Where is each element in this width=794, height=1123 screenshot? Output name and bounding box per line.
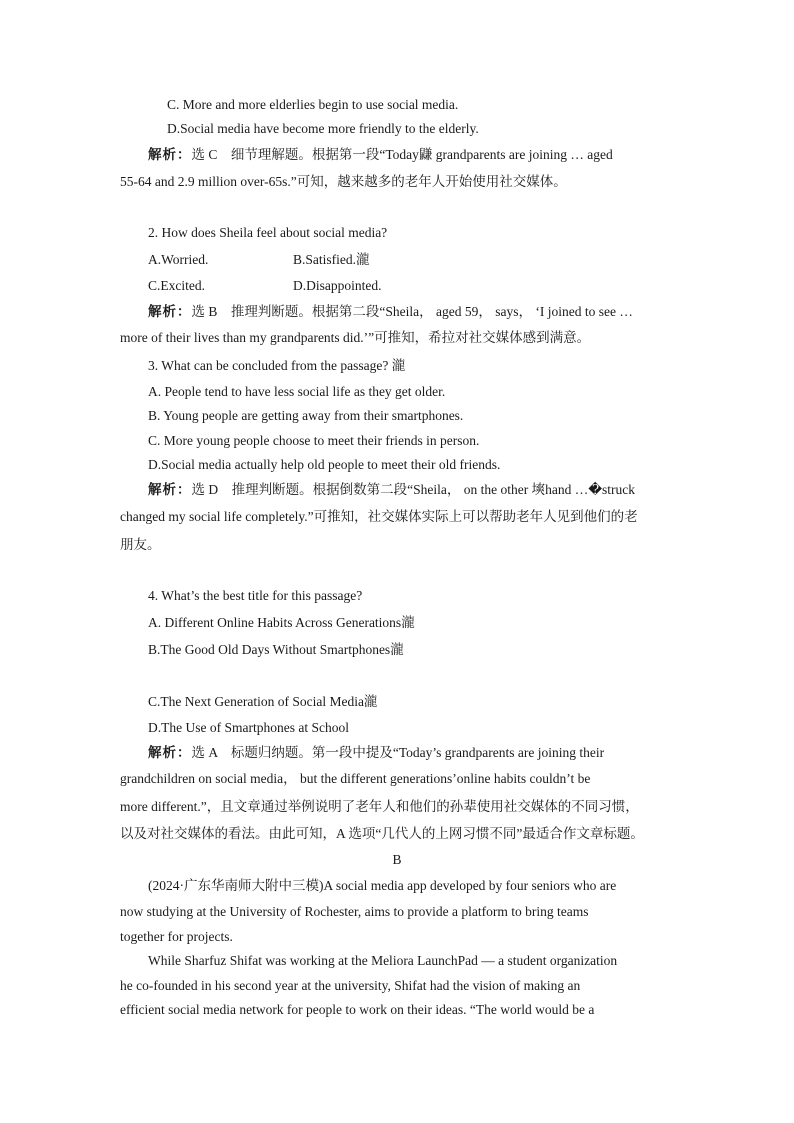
option-d-q3: D.Social media actually help old people to meet their old friends. (148, 457, 501, 472)
analysis-q4 (148, 744, 674, 762)
option-c-q4: C.The Next Generation of Social Media瀧 (148, 694, 378, 709)
passage-line-1: (2024·广东华南师大附中三模)A social media app developed by four seniors who are (148, 878, 617, 893)
analysis-q3-cont: changed my social life completely.”可推知，社交媒体实际上可以帮助老年人见到他们的老 (120, 509, 638, 524)
analysis-text: 选 C 细节理解题。根据第一段“Today鼸 grandparents are joining … aged (191, 147, 613, 162)
question-2: 2. How does Sheila feel about social media? (148, 225, 388, 240)
analysis-q4-cont3: 以及对社交媒体的看法。由此可知，A 选项“几代人的上网习惯不同”最适合作文章标题。 (120, 826, 644, 841)
analysis-text: 选 D 推理判断题。根据倒数第二段“Sheila， on the other 塽hand …�struck (191, 482, 636, 497)
option-c-q1: C. More and more elderlies begin to use social media. (167, 97, 459, 112)
option-d-q1: D.Social media have become more friendly to the elderly. (167, 121, 479, 136)
analysis-q2-cont: more of their lives than my grandparents did.’”可推知，希拉对社交媒体感到满意。 (120, 330, 591, 345)
options-cd-q2 (148, 277, 674, 295)
option-b: B.Satisfied.瀧 (293, 252, 370, 267)
option-b-q4: B.The Good Old Days Without Smartphones瀧 (148, 642, 404, 657)
option-c-q3: C. More young people choose to meet their friends in person. (148, 433, 480, 448)
option-b-q3: B. Young people are getting away from their smartphones. (148, 408, 464, 423)
analysis-label: 解析： (148, 304, 192, 319)
analysis-label: 解析： (148, 482, 192, 497)
question-4: 4. What’s the best title for this passage? (148, 588, 363, 603)
analysis-label: 解析： (148, 147, 192, 162)
passage-line-2: now studying at the University of Rochester, aims to provide a platform to bring teams (120, 904, 589, 919)
section-heading: B (392, 852, 402, 867)
options-ab-q2 (148, 251, 674, 269)
analysis-text: 选 B 推理判断题。根据第二段“Sheila， aged 59， says， ‘I joined to see … (191, 304, 633, 319)
option-c: C.Excited. (148, 278, 205, 293)
analysis-q3 (148, 481, 674, 499)
analysis-label: 解析： (148, 745, 192, 760)
option-a: A.Worried. (148, 252, 209, 267)
analysis-q1 (148, 146, 674, 164)
passage-line-4: While Sharfuz Shifat was working at the Meliora LaunchPad — a student organization (148, 953, 618, 968)
passage-line-5: he co-founded in his second year at the university, Shifat had the vision of making an (120, 978, 581, 993)
analysis-q2 (148, 303, 674, 321)
passage-line-6: efficient social media network for people to work on their ideas. “The world would be a (120, 1002, 595, 1017)
option-d: D.Disappointed. (293, 278, 382, 293)
analysis-q4-cont: grandchildren on social media， but the different generations’online habits couldn’t be (120, 771, 591, 786)
option-d-q4: D.The Use of Smartphones at School (148, 720, 349, 735)
passage-line-3: together for projects. (120, 929, 233, 944)
analysis-q3-cont2: 朋友。 (120, 537, 161, 552)
option-a-q4: A. Different Online Habits Across Generations瀧 (148, 615, 415, 630)
option-a-q3: A. People tend to have less social life as they get older. (148, 384, 446, 399)
analysis-q4-cont2: more different.”，且文章通过举例说明了老年人和他们的孙辈使用社交媒体的不同习惯， (120, 799, 639, 814)
question-3: 3. What can be concluded from the passage? 瀧 (148, 358, 406, 373)
analysis-q1-cont: 55-64 and 2.9 million over-65s.”可知，越来越多的老年人开始使用社交媒体。 (120, 174, 567, 189)
analysis-text: 选 A 标题归纳题。第一段中提及“Today’s grandparents are joining their (191, 745, 605, 760)
